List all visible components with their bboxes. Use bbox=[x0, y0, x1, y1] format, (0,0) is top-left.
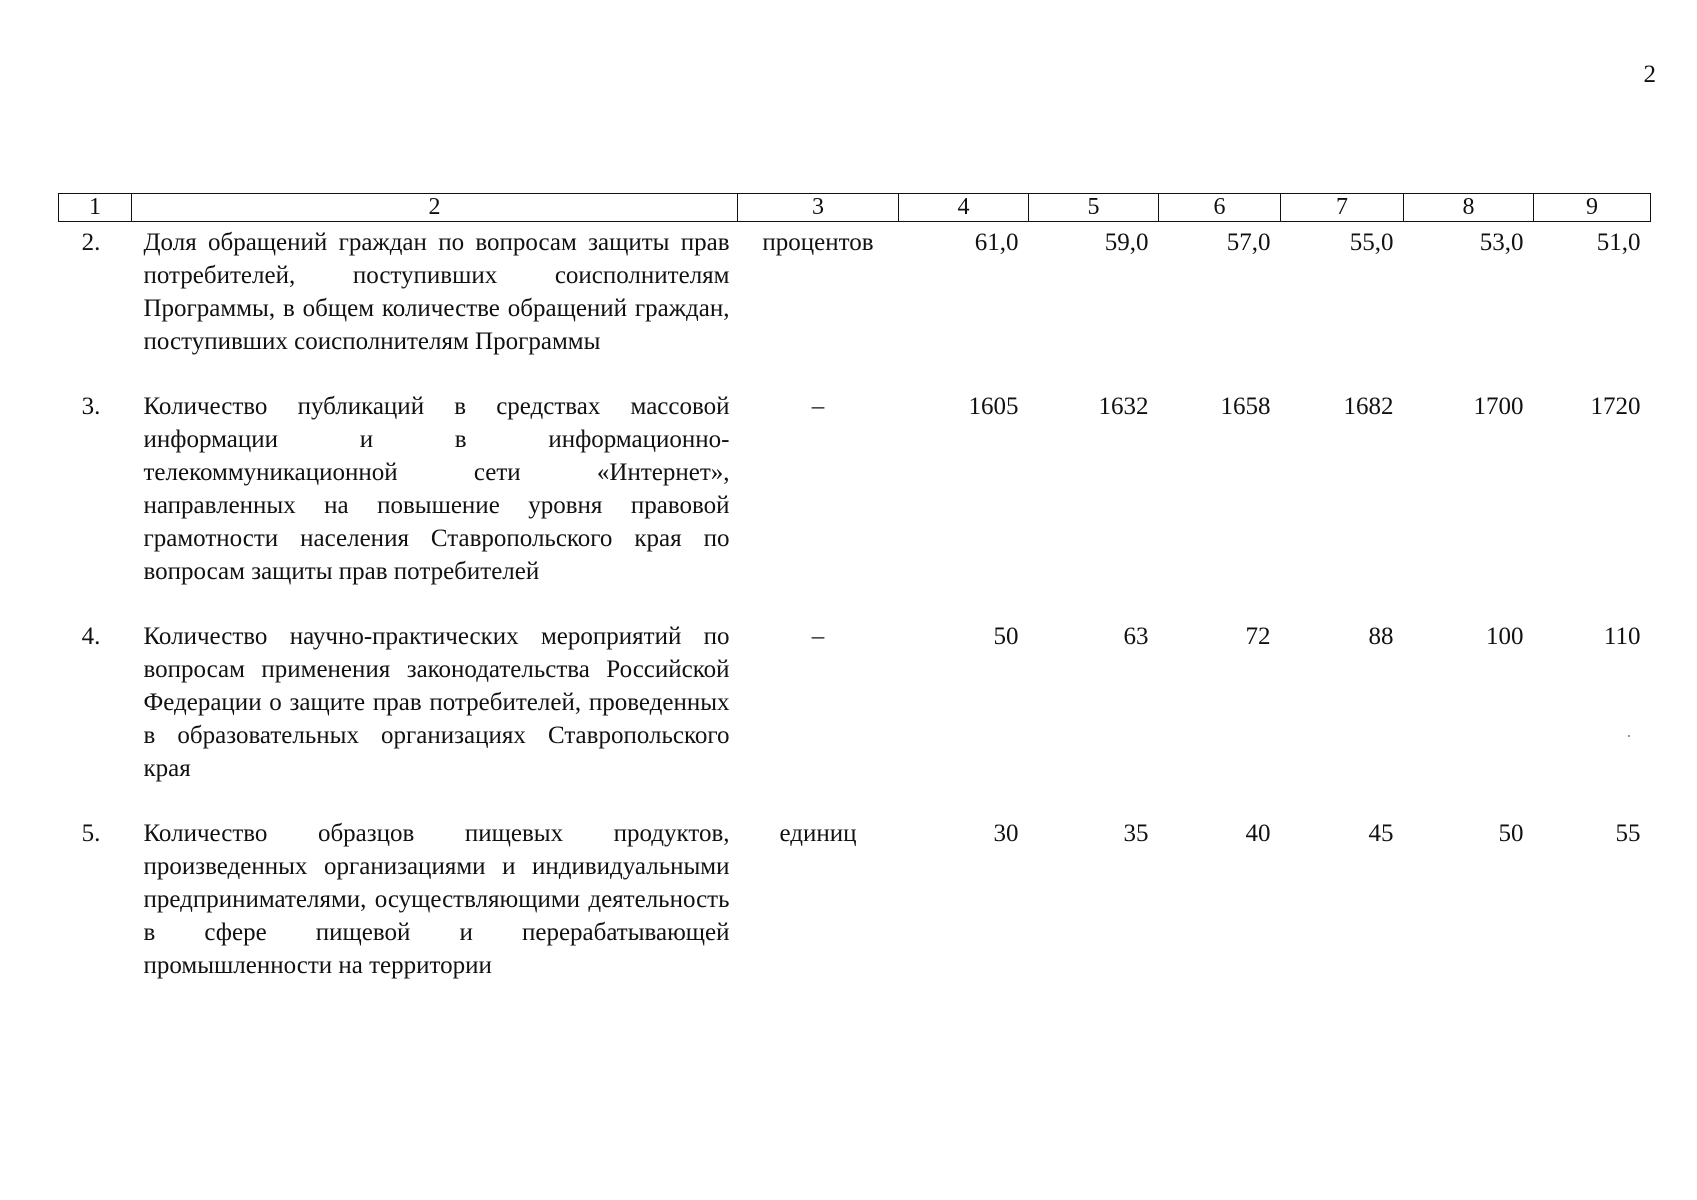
value-col-7: 1682 bbox=[1343, 393, 1394, 420]
table-row bbox=[59, 390, 1651, 620]
value-col-7: 45 bbox=[1368, 820, 1394, 847]
scan-speck bbox=[1628, 735, 1630, 737]
indicator-name: Доля обращений граждан по вопросам защиты прав потребителей, поступивших соисполнителям Программы, в общем количестве обращений граждан, поступивших соисполнителям Программы bbox=[143, 229, 730, 355]
value-col-9: 1720 bbox=[1590, 393, 1641, 420]
row-number: 3. bbox=[81, 393, 101, 420]
header-col-3: 3 bbox=[738, 194, 899, 222]
value-col-4: 1605 bbox=[968, 393, 1019, 420]
unit-of-measure: единиц bbox=[779, 820, 857, 847]
value-col-7: 55,0 bbox=[1349, 229, 1394, 256]
table-body bbox=[59, 222, 1651, 1015]
value-col-4: 30 bbox=[993, 820, 1019, 847]
value-col-5: 1632 bbox=[1098, 393, 1149, 420]
indicators-table bbox=[58, 193, 1651, 1014]
value-col-6: 40 bbox=[1245, 820, 1271, 847]
row-number: 5. bbox=[81, 820, 101, 847]
table-row bbox=[59, 222, 1651, 391]
header-col-8: 8 bbox=[1404, 194, 1534, 222]
header-col-6: 6 bbox=[1159, 194, 1281, 222]
unit-of-measure: – bbox=[811, 623, 825, 650]
table-row bbox=[59, 620, 1651, 817]
header-col-2: 2 bbox=[132, 194, 738, 222]
value-col-4: 61,0 bbox=[974, 229, 1019, 256]
value-col-9: 110 bbox=[1603, 623, 1641, 650]
value-col-5: 59,0 bbox=[1104, 229, 1149, 256]
value-col-8: 1700 bbox=[1473, 393, 1524, 420]
page-number: 2 bbox=[1643, 61, 1656, 88]
value-col-8: 53,0 bbox=[1479, 229, 1524, 256]
indicator-name: Количество научно-практических мероприятий по вопросам применения законодательства Российской Федерации о защите прав потребителей, проведенных в образовательных организациях Ставропольского края bbox=[143, 623, 730, 782]
header-col-5: 5 bbox=[1029, 194, 1159, 222]
value-col-7: 88 bbox=[1368, 623, 1394, 650]
row-number: 2. bbox=[81, 229, 101, 256]
header-col-4: 4 bbox=[899, 194, 1029, 222]
value-col-9: 55 bbox=[1615, 820, 1641, 847]
value-col-6: 57,0 bbox=[1226, 229, 1271, 256]
header-row bbox=[59, 194, 1651, 222]
value-col-4: 50 bbox=[993, 623, 1019, 650]
table-row bbox=[59, 817, 1651, 1014]
table-header bbox=[59, 194, 1651, 222]
value-col-5: 63 bbox=[1123, 623, 1149, 650]
unit-of-measure: – bbox=[811, 393, 825, 420]
indicator-name: Количество образцов пищевых продуктов, произведенных организациями и индивидуальными предпринимателями, осуществляющими деятельность в сфере пищевой и перерабатывающей промышленности на территории bbox=[143, 820, 730, 979]
row-number: 4. bbox=[81, 623, 101, 650]
value-col-6: 72 bbox=[1245, 623, 1271, 650]
value-col-6: 1658 bbox=[1220, 393, 1271, 420]
header-col-7: 7 bbox=[1281, 194, 1404, 222]
header-col-1: 1 bbox=[59, 194, 132, 222]
unit-of-measure: процентов bbox=[762, 229, 874, 256]
value-col-8: 50 bbox=[1498, 820, 1524, 847]
value-col-5: 35 bbox=[1123, 820, 1149, 847]
indicator-name: Количество публикаций в средствах массовой информации и в информационно-телекоммуникационной сети «Интернет», направленных на повышение уровня правовой грамотности населения Ставропольского края по вопросам защиты прав потребителей bbox=[143, 393, 730, 585]
value-col-9: 51,0 bbox=[1596, 229, 1641, 256]
value-col-8: 100 bbox=[1486, 623, 1524, 650]
header-col-9: 9 bbox=[1534, 194, 1651, 222]
